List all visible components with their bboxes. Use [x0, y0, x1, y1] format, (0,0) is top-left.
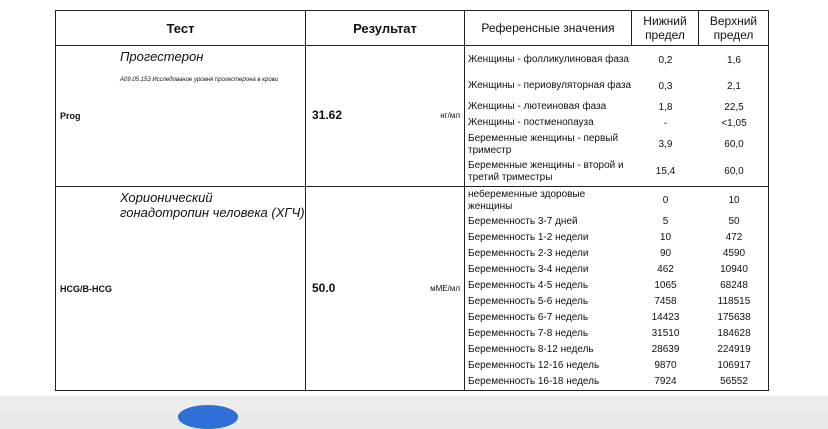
header-test: Тест [56, 11, 306, 46]
result-value: 50.0 [312, 281, 336, 295]
range-desc: Беременные женщины - второй и третий триместры [468, 159, 624, 183]
range-desc: Женщины - периовуляторная фаза [468, 80, 632, 91]
range-row [465, 262, 769, 278]
range-low: 0 [662, 195, 669, 206]
range-low: 14423 [651, 312, 680, 323]
range-high: 184628 [717, 328, 751, 339]
range-low: 90 [659, 248, 672, 259]
range-low: 462 [657, 264, 674, 275]
range-low: 10 [659, 232, 672, 243]
range-high: 2,1 [727, 80, 741, 92]
range-high: 472 [725, 232, 743, 243]
range-row [465, 47, 769, 73]
test-subtitle: A09.05.153 Исследование уровня прогестерона в крови [120, 77, 279, 83]
range-desc: Беременность 3-7 дней [468, 215, 578, 227]
range-row [465, 246, 769, 262]
range-row [465, 214, 769, 230]
reference-table [465, 47, 769, 185]
result-cell [306, 46, 465, 187]
range-high: 60,0 [724, 166, 744, 177]
result-unit: мМЕ/мл [430, 284, 460, 293]
test-row-progesterone [56, 46, 769, 187]
range-low: 3,9 [658, 139, 673, 150]
range-row [465, 188, 769, 214]
blue-shape [178, 405, 238, 429]
range-row [465, 278, 769, 294]
range-low: 0,2 [658, 54, 673, 66]
range-high: 118515 [717, 296, 751, 307]
range-row [465, 326, 769, 342]
header-lower-limit: Нижний предел [632, 11, 699, 46]
range-row [465, 131, 769, 158]
range-low: 15,4 [655, 166, 676, 177]
range-high: 175638 [717, 312, 751, 323]
test-row-hcg [56, 187, 769, 391]
range-desc: Женщины - лютеиновая фаза [468, 101, 607, 112]
range-row [465, 115, 769, 131]
reference-cell [465, 46, 769, 187]
header-row [56, 11, 769, 46]
range-desc: Беременность 12-16 недель [468, 359, 600, 371]
reference-table [465, 188, 769, 390]
range-desc: Беременность 4-5 недель [468, 279, 589, 291]
range-high: 68248 [720, 280, 748, 291]
range-low: 31510 [651, 328, 680, 339]
range-high: 60,0 [724, 139, 744, 150]
result-value: 31.62 [312, 108, 343, 122]
result-cell [306, 187, 465, 391]
header-upper-limit: Верхний предел [699, 11, 769, 46]
range-high: <1,05 [721, 117, 747, 129]
range-low: 7924 [654, 376, 677, 387]
test-cell [56, 46, 306, 187]
lab-results-table [55, 10, 769, 391]
range-desc: Беременность 5-6 недель [468, 295, 589, 307]
range-desc: Женщины - постменопауза [468, 117, 594, 128]
range-high: 4590 [722, 248, 746, 259]
range-row [465, 230, 769, 246]
bottom-strip [0, 396, 828, 412]
range-high: 1,6 [727, 54, 741, 66]
test-title: Хорионический гонадотропин человека (ХГЧ) [120, 190, 305, 220]
range-low: - [663, 117, 668, 129]
range-desc: Беременность 16-18 недель [468, 375, 600, 387]
range-row [465, 342, 769, 358]
range-desc: Женщины - фолликулиновая фаза [468, 54, 629, 65]
range-low: 5 [662, 216, 669, 227]
range-desc: Беременность 2-3 недели [468, 247, 589, 259]
result-unit: нг/мл [440, 111, 460, 120]
range-row [465, 158, 769, 185]
header-result: Результат [306, 11, 465, 46]
range-high: 10940 [720, 264, 748, 275]
range-row [465, 374, 769, 390]
test-cell [56, 187, 306, 391]
test-code: Prog [60, 111, 81, 121]
range-row [465, 358, 769, 374]
range-high: 10 [728, 195, 740, 206]
range-low: 1,8 [658, 101, 673, 113]
range-low: 0,3 [658, 80, 673, 92]
range-low: 7458 [654, 296, 677, 307]
range-desc: Беременность 6-7 недель [468, 311, 589, 323]
range-row [465, 294, 769, 310]
range-low: 1065 [654, 280, 677, 291]
range-desc: Беременные женщины - первый триместр [468, 132, 619, 156]
test-code: HCG/B-HCG [60, 284, 112, 294]
range-high: 22,5 [724, 101, 744, 113]
range-row [465, 310, 769, 326]
range-high: 224919 [717, 344, 751, 355]
range-desc: Беременность 7-8 недель [468, 327, 589, 339]
range-desc: Беременность 3-4 недели [468, 263, 589, 275]
range-desc: Беременность 1-2 недели [468, 231, 589, 243]
range-row [465, 99, 769, 115]
range-low: 9870 [654, 360, 677, 371]
range-desc: небеременные здоровые женщины [468, 188, 586, 212]
test-title: Прогестерон [120, 49, 204, 64]
range-row [465, 73, 769, 99]
range-high: 50 [728, 216, 740, 227]
range-high: 56552 [720, 376, 748, 387]
range-high: 106917 [717, 360, 751, 371]
header-reference: Референсные значения [465, 11, 632, 46]
range-desc: Беременность 8-12 недель [468, 343, 594, 355]
range-low: 28639 [651, 344, 680, 355]
reference-cell [465, 187, 769, 391]
